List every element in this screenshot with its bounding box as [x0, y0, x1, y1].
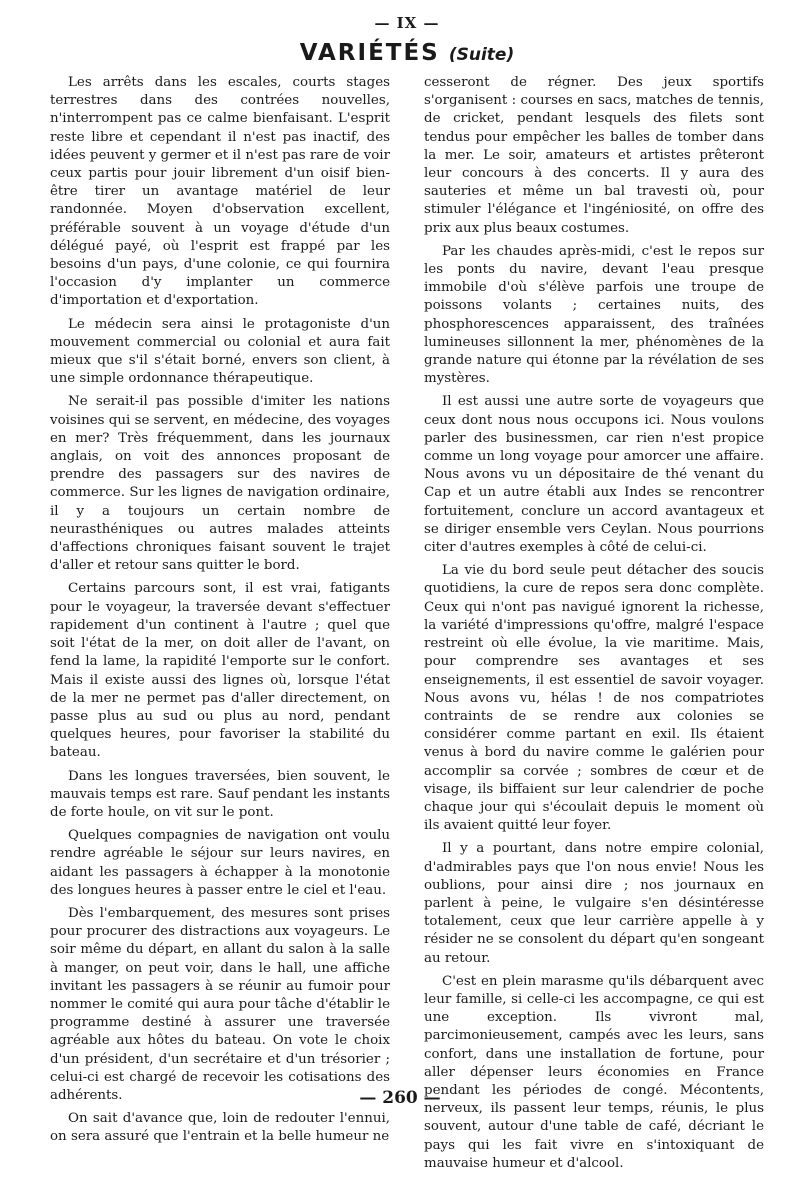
- paragraph: Ne serait-il pas possible d'imiter les nations voisines qui se servent, en médecine, des voyages en mer? Très fréquemment, dans les journaux anglais, on voit des annonces proposant de prendre des passagers sur des navires de commerce. Sur les lignes de navigation ordinaire, il y a toujours un certain nombre de neurasthéniques ou autres malades atteints d'affections chroniques faisant souvent le trajet d'aller et retour sans quitter le bord.: [50, 394, 390, 574]
- page-number: — 260 —: [359, 1088, 441, 1108]
- title-text: VARIÉTÉS: [299, 40, 440, 66]
- title-subtitle: (Suite): [448, 45, 515, 65]
- paragraph: Le médecin sera ainsi le protagoniste d'un mouvement commercial ou colonial et aura fait mieux que s'il s'était borné, envers son client, à une simple ordonnance thérapeutique.: [50, 316, 390, 387]
- paragraph: Quelques compagnies de navigation ont voulu rendre agréable le séjour sur leurs navires, en aidant les passagers à échapper à la monotonie des longues heures à passer entre le ciel et l'eau.: [50, 828, 390, 898]
- right-column: [424, 74, 764, 1178]
- paragraph: Dans les longues traversées, bien souvent, le mauvais temps est rare. Sauf pendant les instants de forte houle, on vit sur le pont.: [50, 768, 390, 820]
- paragraph: On sait d'avance que, loin de redouter l'ennui, on sera assuré que l'entrain et la belle humeur ne: [50, 1111, 390, 1145]
- left-column: [50, 74, 390, 1178]
- page-title: [50, 36, 764, 70]
- paragraph: Les arrêts dans les escales, courts stages terrestres dans des contrées nouvelles, n'interrompent pas ce calme bienfaisant. L'esprit reste libre et cependant il n'est pas inactif, des idées peuvent y germer et il n'est pas rare de voir ceux partis pour jouir librement d'un oisif bien-être tirer un avantage matériel de leur randonnée. Moyen d'observation excellent, préférable souvent à un voyage d'étude d'un délégué payé, où l'esprit est frappé par les besoins d'un pays, d'une colonie, ce qui fournira l'occasion d'y implanter un commerce d'importation et d'exportation.: [50, 75, 390, 309]
- text-columns: [50, 74, 764, 1178]
- paragraph: Dès l'embarquement, des mesures sont prises pour procurer des distractions aux voyageurs. Le soir même du départ, en allant du salon à la salle à manger, on peut voir, dans le hall, une affiche invitant les passagers à se réunir au fumoir pour nommer le comité qui aura pour tâche d'établir le programme destiné à assurer une traversée agréable aux hôtes du bateau. On vote le choix d'un président, d'un secrétaire et d'un trésorier ; celui-ci est chargé de recevoir les cotisations des adhérents.: [50, 905, 390, 1103]
- paragraph: Par les chaudes après-midi, c'est le repos sur les ponts du navire, devant l'eau presque immobile d'où s'élève parfois une troupe de poissons volants ; certaines nuits, des phosphorescences apparaissent, des traînées lumineuses sillonnent la mer, phénomènes de la grande nature qui étonne par la révélation de ses mystères.: [424, 243, 764, 387]
- section-roman-numeral: — IX —: [374, 14, 440, 32]
- paragraph: C'est en plein marasme qu'ils débarquent avec leur famille, si celle-ci les accompagne, ce qui est une exception. Ils vivront mal, parcimonieusement, campés avec les leurs, sans confort, dans une installation de fortune, pour aller dépenser leurs économies en France pendant les périodes de congé. Mécontents, nerveux, ils passent leur temps, réunis, le plus souvent, autour d'une table de café, décriant le pays qui les fait vivre en s'intoxiquant de mauvaise humeur et d'alcool.: [424, 973, 764, 1171]
- paragraph: Certains parcours sont, il est vrai, fatigants pour le voyageur, la traversée devant s'effectuer rapidement d'un continent à l'autre ; quel que soit l'état de la mer, on doit aller de l'avant, on fend la lame, la rapidité l'emporte sur le confort. Mais il existe aussi des lignes où, lorsque l'état de la mer ne permet pas d'aller directement, on passe plus au sud ou plus au nord, pendant quelques heures, pour favoriser la stabilité du bateau.: [50, 581, 390, 761]
- paragraph: La vie du bord seule peut détacher des soucis quotidiens, la cure de repos sera donc complète. Ceux qui n'ont pas navigué ignorent la richesse, la variété d'impressions qu'offre, malgré l'espace restreint où elle évolue, la vie maritime. Mais, pour comprendre ses avantages et ses enseignements, il est essentiel de savoir voyager. Nous avons vu, hélas ! de nos compatriotes contraints de se rendre aux colonies se considérer comme partant en exil. Ils étaient venus à bord du navire comme le galérien pour accomplir sa corvée ; sombres de cœur et de visage, ils biffaient sur leur calendrier de poche chaque jour qui s'écoulait depuis le moment où ils avaient quitté leur foyer.: [424, 563, 764, 834]
- paragraph: Il est aussi une autre sorte de voyageurs que ceux dont nous nous occupons ici. Nous voulons parler des businessmen, car rien n'est propice comme un long voyage pour amorcer une affaire. Nous avons vu un dépositaire de thé venant du Cap et un autre établi aux Indes se rencontrer fortuitement, conclure un accord avantageux et se diriger ensemble vers Ceylan. Nous pourrions citer d'autres exemples à côté de celui-ci.: [424, 394, 764, 556]
- paragraph: Il y a pourtant, dans notre empire colonial, d'admirables pays que l'on nous envie! Nous les oublions, pour ainsi dire ; nos journaux en parlent à peine, le vulgaire s'en désintéresse totalement, ceux que leur carrière appelle à y résider ne se consolent du départ qu'en songeant au retour.: [424, 841, 764, 966]
- paragraph-continuation: cesseront de régner. Des jeux sportifs s'organisent : courses en sacs, matches de tennis, de cricket, pendant lesquels des filets sont tendus pour empêcher les balles de tomber dans la mer. Le soir, amateurs et artistes prêteront leur concours à des concerts. Il y aura des sauteries et même un bal travesti où, pour stimuler l'élégance et l'ingéniosité, on offre des prix aux plus beaux costumes.: [424, 75, 764, 236]
